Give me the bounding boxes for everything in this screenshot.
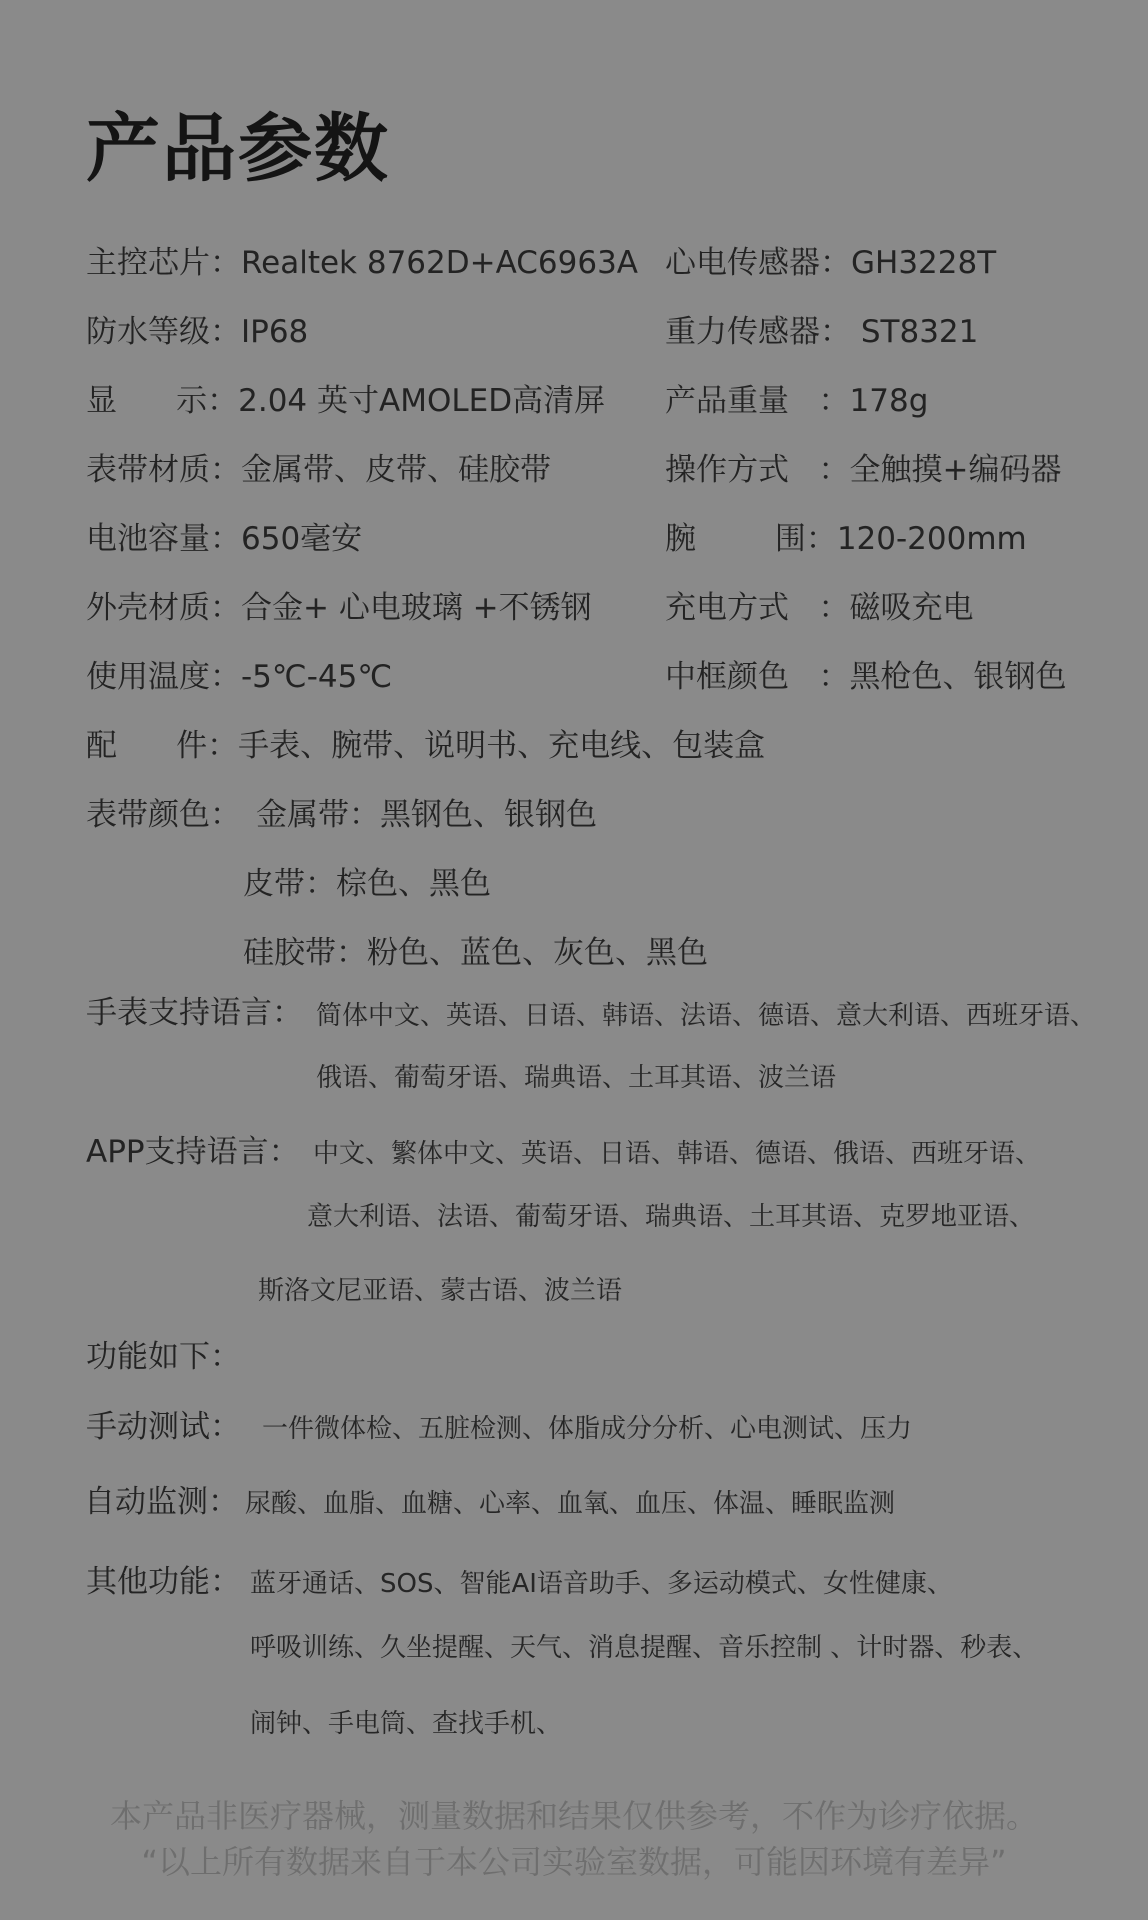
watch-languages-line2: 俄语、葡萄牙语、瑞典语、土耳其语、波兰语 — [316, 1063, 837, 1093]
spec-battery: 电池容量：650毫安 — [86, 521, 363, 557]
strap-colors-metal: 金属带：黑钢色、银钢色 — [256, 797, 597, 833]
other-functions-line1: 蓝牙通话、SOS、智能AI语音助手、多运动模式、女性健康、 — [250, 1569, 953, 1599]
strap-colors-leather: 皮带：棕色、黑色 — [243, 866, 491, 902]
disclaimer-line2: “以上所有数据来自于本公司实验室数据，可能因环境有差异” — [141, 1843, 1007, 1881]
manual-test-label: 手动测试： — [86, 1409, 241, 1445]
app-languages-line1: 中文、繁体中文、英语、日语、韩语、德语、俄语、西班牙语、 — [313, 1139, 1042, 1169]
app-languages-line2: 意大利语、法语、葡萄牙语、瑞典语、土耳其语、克罗地亚语、 — [307, 1202, 1036, 1232]
other-functions-line3: 闹钟、手电筒、查找手机、 — [250, 1709, 563, 1739]
spec-temperature: 使用温度：-5℃-45℃ — [86, 659, 393, 695]
spec-operation: 操作方式 ：全触摸+编码器 — [665, 452, 1062, 488]
other-functions-line2: 呼吸训练、久坐提醒、天气、消息提醒、音乐控制 、计时器、秒表、 — [250, 1633, 1039, 1663]
watch-languages-label: 手表支持语言： — [86, 995, 303, 1031]
spec-waterproof: 防水等级：IP68 — [86, 314, 309, 350]
disclaimer-line1: 本产品非医疗器械，测量数据和结果仅供参考，不作为诊疗依据。 — [109, 1797, 1038, 1835]
auto-monitor-items: 尿酸、血脂、血糖、心率、血氧、血压、体温、睡眠监测 — [245, 1489, 896, 1519]
watch-languages-line1: 简体中文、英语、日语、韩语、法语、德语、意大利语、西班牙语、 — [316, 1001, 1097, 1031]
auto-monitor-label: 自动监测： — [84, 1484, 239, 1520]
strap-colors-label: 表带颜色： — [86, 797, 241, 833]
spec-wrist-size: 腕 围：120-200mm — [665, 521, 1027, 557]
other-functions-label: 其他功能： — [86, 1564, 241, 1600]
spec-ecg-sensor: 心电传感器：GH3228T — [665, 245, 997, 281]
spec-gravity-sensor: 重力传感器： ST8321 — [665, 314, 979, 350]
app-languages-label: APP支持语言： — [86, 1134, 300, 1170]
spec-chip: 主控芯片：Realtek 8762D+AC6963A — [86, 245, 639, 281]
functions-heading: 功能如下： — [86, 1339, 241, 1375]
spec-weight: 产品重量 ：178g — [665, 383, 929, 419]
strap-colors-silicone: 硅胶带：粉色、蓝色、灰色、黑色 — [243, 935, 708, 971]
spec-charging: 充电方式 ：磁吸充电 — [665, 590, 974, 626]
spec-frame-color: 中框颜色 ：黑枪色、银钢色 — [665, 659, 1067, 695]
spec-case-material: 外壳材质：合金+ 心电玻璃 +不锈钢 — [86, 590, 592, 626]
spec-strap-material: 表带材质：金属带、皮带、硅胶带 — [86, 452, 551, 488]
page-title: 产品参数 — [86, 106, 390, 192]
app-languages-line3: 斯洛文尼亚语、蒙古语、波兰语 — [258, 1276, 623, 1306]
manual-test-items: 一件微体检、五脏检测、体脂成分分析、心电测试、压力 — [262, 1414, 913, 1444]
spec-accessories: 配 件：手表、腕带、说明书、充电线、包装盒 — [86, 728, 766, 764]
spec-display: 显 示：2.04 英寸AMOLED高清屏 — [86, 383, 606, 419]
